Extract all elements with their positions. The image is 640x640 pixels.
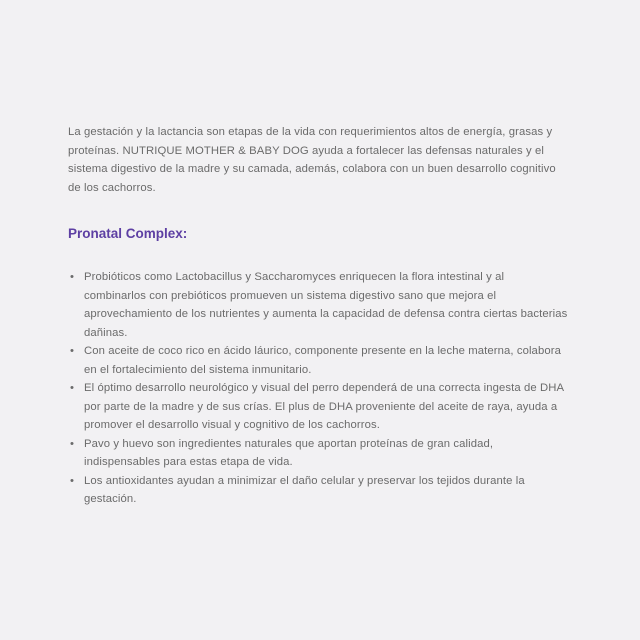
bullet-icon: • [70, 345, 75, 357]
bullet-icon: • [70, 271, 75, 283]
product-description [68, 123, 568, 509]
list-item [68, 472, 568, 509]
list-item-text: Pavo y huevo son ingredientes naturales que aportan proteínas de gran calidad, indispensables para estas etapa de vida. [84, 437, 494, 468]
section-title: Pronatal Complex: [68, 226, 188, 241]
list-item-text: Los antioxidantes ayudan a minimizar el daño celular y preservar los tejidos durante la gestación. [84, 474, 525, 505]
benefits-list [68, 268, 568, 509]
intro-paragraph: La gestación y la lactancia son etapas de la vida con requerimientos altos de energía, grasas y proteínas. NUTRIQUE MOTHER & BABY DOG ayuda a fortalecer las defensas naturales y el sistema digestivo de la madre y su camada, además, colabora con un buen desarrollo cognitivo de los cachorros. [68, 126, 556, 194]
bullet-icon: • [70, 382, 75, 394]
list-item [68, 435, 568, 472]
list-item [68, 379, 568, 435]
list-item [68, 268, 568, 342]
list-item [68, 342, 568, 379]
list-item-text: El óptimo desarrollo neurológico y visual del perro dependerá de una correcta ingesta de DHA por parte de la madre y de sus crías. El plus de DHA proveniente del aceite de raya, ayuda a promover el desarrollo visual y cognitivo de los cachorros. [84, 382, 564, 431]
bullet-icon: • [70, 474, 75, 487]
list-item-text: Con aceite de coco rico en ácido láurico, componente presente en la leche materna, colabora en el fortalecimiento del sistema inmunitario. [84, 345, 561, 376]
list-item-text: Probióticos como Lactobacillus y Saccharomyces enriquecen la flora intestinal y al combinarlos con prebióticos promueven un sistema digestivo sano que mejora el aprovechamiento de los nutrientes y aumenta la capacidad de defensa contra ciertas bacterias dañinas. [84, 271, 568, 339]
bullet-icon: • [70, 437, 75, 450]
